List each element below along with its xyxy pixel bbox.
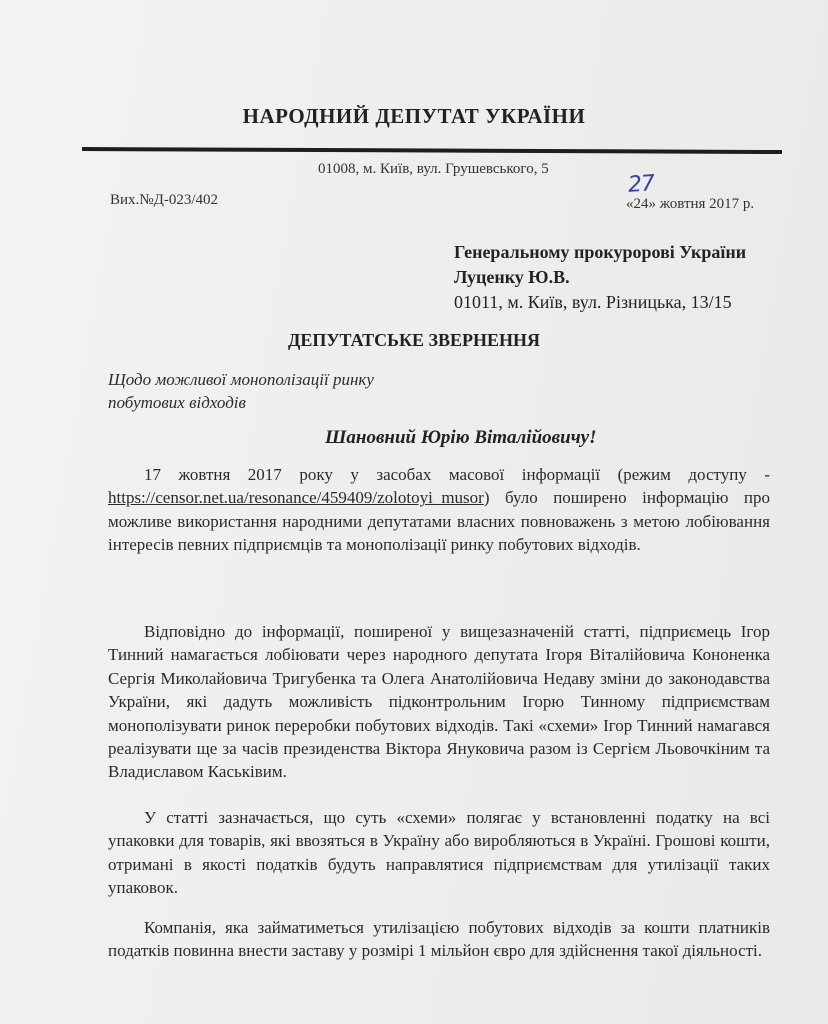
paragraph-2: [108, 620, 770, 784]
paragraph-4-text: Компанія, яка займатиметься утилізацією побутових відходів за кошти платників податків повинна внести заставу у розмірі 1 мільйон євро для здійснення такої діяльності.: [108, 918, 770, 961]
subject-line-2: побутових відходів: [108, 393, 246, 412]
outgoing-number: Вих.№Д-023/402: [110, 192, 218, 208]
letter-date: «24» жовтня 2017 р.: [626, 196, 755, 212]
subject-block: [108, 368, 374, 414]
source-link[interactable]: https://censor.net.ua/resonance/459409/zolotoyi_musor: [108, 488, 484, 508]
subject-line-1: Щодо можливої монополізації ринку: [108, 370, 374, 389]
paragraph-2-text: Відповідно до інформації, поширеної у вищезазначеній статті, підприємець Ігор Тинний намагається лобіювати через народного депутата Ігоря Віталійовича Кононенка Сергія Миколайовича Тригубенка та Олега Анатолійовича Недаву зміни до законодавства України, які дадуть можливість підконтрольним Ігорю Тинному підприємствам монополізувати ринок переробки побутових відходів. Такі «схеми» Ігор Тинний намагався реалізувати ще за часів президенства Віктора Януковича разом із Сергієм Льовочкіним та Владиславом Каськівим.: [108, 622, 770, 782]
paragraph-1-text-start: 17 жовтня 2017 року у засобах масової інформації (режим доступу -: [144, 465, 770, 484]
greeting: Шановний Юрію Віталійовичу!: [325, 427, 597, 448]
letterhead-title: НАРОДНИЙ ДЕПУТАТ УКРАЇНИ: [242, 104, 586, 128]
paragraph-4: [108, 916, 770, 963]
recipient-name: Луценку Ю.В.: [454, 267, 570, 287]
handwritten-date-correction: 27: [627, 171, 655, 198]
recipient-address: 01011, м. Київ, вул. Різницька, 13/15: [454, 292, 732, 312]
letterhead-divider: [82, 147, 782, 154]
document-title: ДЕПУТАТСЬКЕ ЗВЕРНЕННЯ: [287, 330, 541, 350]
paragraph-3-text: У статті зазначається, що суть «схеми» полягає у встановленні податку на всі упаковки для товарів, які ввозяться в Україну або виробляються в Україні. Грошові кошти, отримані в якості податків будуть направлятися підприємствам для утилізації таких упаковок.: [108, 808, 770, 898]
paragraph-1-text-end: ) було поширено інформацію про можливе використання народними депутатами власних повноважень з метою лобіювання інтересів певних підприємців та монополізації ринку побутових відходів.: [108, 488, 770, 555]
paragraph-3: [108, 806, 770, 900]
recipient-block: [454, 240, 746, 315]
recipient-position: Генеральному прокуророві України: [454, 242, 747, 262]
paragraph-1: [108, 463, 770, 557]
letterhead-address: 01008, м. Київ, вул. Грушевського, 5: [318, 161, 549, 177]
